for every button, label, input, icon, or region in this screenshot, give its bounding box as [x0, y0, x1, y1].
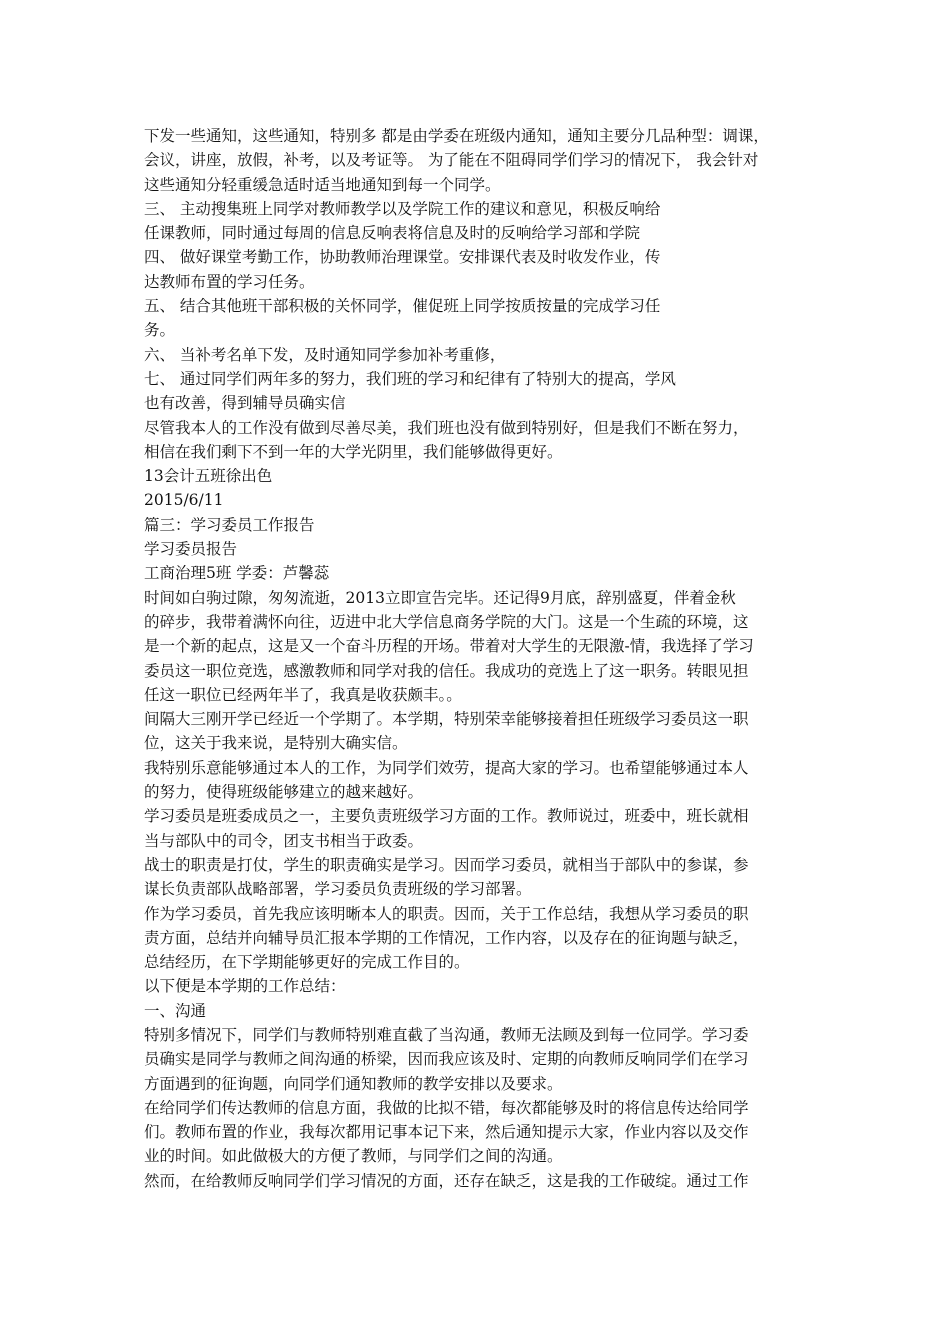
text-line: 我特别乐意能够通过本人的工作，为同学们效劳，提高大家的学习。也希望能够通过本人 [144, 758, 749, 777]
text-line: 员确实是同学与教师之间沟通的桥梁，因而我应该及时、定期的向教师反响同学们在学习 [144, 1050, 749, 1069]
text-line: 总结经历，在下学期能够更好的完成工作目的。 [144, 953, 470, 972]
text-line: 委员这一职位竞选，感激教师和同学对我的信任。我成功的竞选上了这一职务。转眼见担 [144, 661, 749, 680]
text-line: 达教师布置的学习任务。 [144, 272, 315, 291]
text-line: 也有改善，得到辅导员确实信 [144, 394, 346, 413]
text-line: 六、 当补考名单下发，及时通知同学参加补考重修， [144, 345, 506, 364]
text-line: 学习委员报告 [144, 540, 238, 559]
text-line: 2015/6/11 [144, 491, 224, 510]
text-line: 是一个新的起点，这是又一个奋斗历程的开场。带着对大学生的无限激-情，我选择了学习 [144, 637, 754, 656]
text-line: 特别多情况下，同学们与教师特别难直截了当沟通，教师无法顾及到每一位同学。学习委 [144, 1025, 749, 1044]
text-line: 然而，在给教师反响同学们学习情况的方面，还存在缺乏，这是我的工作破绽。通过工作 [144, 1171, 749, 1190]
text-line: 下发一些通知，这些通知，特别多 都是由学委在班级内通知，通知主要分几品种型：调课， [144, 127, 769, 145]
text-line: 位，这关于我来说，是特别大确实信。 [144, 734, 408, 753]
text-line: 五、 结合其他班干部积极的关怀同学，催促班上同学按质按量的完成学习任 [144, 297, 661, 316]
text-line: 战士的职责是打仗，学生的职责确实是学习。因而学习委员，就相当于部队中的参谋，参 [144, 855, 749, 874]
text-line: 责方面，总结并向辅导员汇报本学期的工作情况，工作内容，以及存在的征询题与缺乏， [144, 928, 749, 947]
text-line: 们。教师布置的作业，我每次都用记事本记下来，然后通知提示大家，作业内容以及交作 [144, 1123, 749, 1142]
text-line: 当与部队中的司令，团支书相当于政委。 [144, 831, 424, 850]
text-line: 尽管我本人的工作没有做到尽善尽美，我们班也没有做到特别好，但是我们不断在努力， [144, 418, 749, 437]
text-line: 13会计五班徐出色 [144, 467, 273, 486]
text-line: 相信在我们剩下不到一年的大学光阴里，我们能够做得更好。 [144, 442, 563, 461]
text-line: 四、 做好课堂考勤工作，协助教师治理课堂。安排课代表及时收发作业，传 [144, 248, 661, 267]
text-line: 篇三：学习委员工作报告 [144, 515, 315, 534]
text-line: 一、沟通 [144, 1001, 207, 1020]
text-line: 的努力，使得班级能够建立的越来越好。 [144, 783, 424, 802]
text-line: 时间如白驹过隙，匆匆流逝，2013立即宣告完毕。还记得9月底，辞别盛夏，伴着金秋 [144, 588, 736, 607]
text-line: 任这一职位已经两年半了，我真是收获颇丰。。 [144, 685, 462, 704]
text-line: 方面遇到的征询题，向同学们通知教师的教学安排以及要求。 [144, 1074, 563, 1093]
document-body [144, 124, 814, 1193]
text-line: 的碎步，我带着满怀向往，迈进中北大学信息商务学院的大门。这是一个生疏的环境，这 [144, 612, 749, 631]
text-line: 作为学习委员，首先我应该明晰本人的职责。因而，关于工作总结，我想从学习委员的职 [144, 904, 749, 923]
text-line: 谋长负责部队战略部署，学习委员负责班级的学习部署。 [144, 880, 532, 899]
text-line: 务。 [144, 321, 176, 340]
text-line: 工商治理5班 学委：芦馨蕊 [144, 564, 330, 583]
text-line: 以下便是本学期的工作总结： [144, 977, 346, 996]
text-line: 七、 通过同学们两年多的努力，我们班的学习和纪律有了特别大的提高，学风 [144, 369, 676, 388]
text-line: 间隔大三刚开学已经近一个学期了。本学期，特别荣幸能够接着担任班级学习委员这一职 [144, 710, 749, 729]
text-line: 任课教师，同时通过每周的信息反响表将信息及时的反响给学习部和学院 [144, 224, 641, 243]
text-line: 学习委员是班委成员之一，主要负责班级学习方面的工作。教师说过，班委中，班长就相 [144, 807, 749, 826]
text-line: 在给同学们传达教师的信息方面，我做的比拟不错，每次都能够及时的将信息传达给同学 [144, 1098, 749, 1117]
text-line: 三、 主动搜集班上同学对教师教学以及学院工作的建议和意见，积极反响给 [144, 199, 661, 218]
text-line: 会议，讲座，放假，补考，以及考证等。 为了能在不阻碍同学们学习的情况下， 我会针对 [144, 151, 759, 170]
text-line: 这些通知分轻重缓急适时适当地通知到每一个同学。 [144, 175, 501, 194]
text-line: 业的时间。如此做极大的方便了教师，与同学们之间的沟通。 [144, 1147, 563, 1166]
